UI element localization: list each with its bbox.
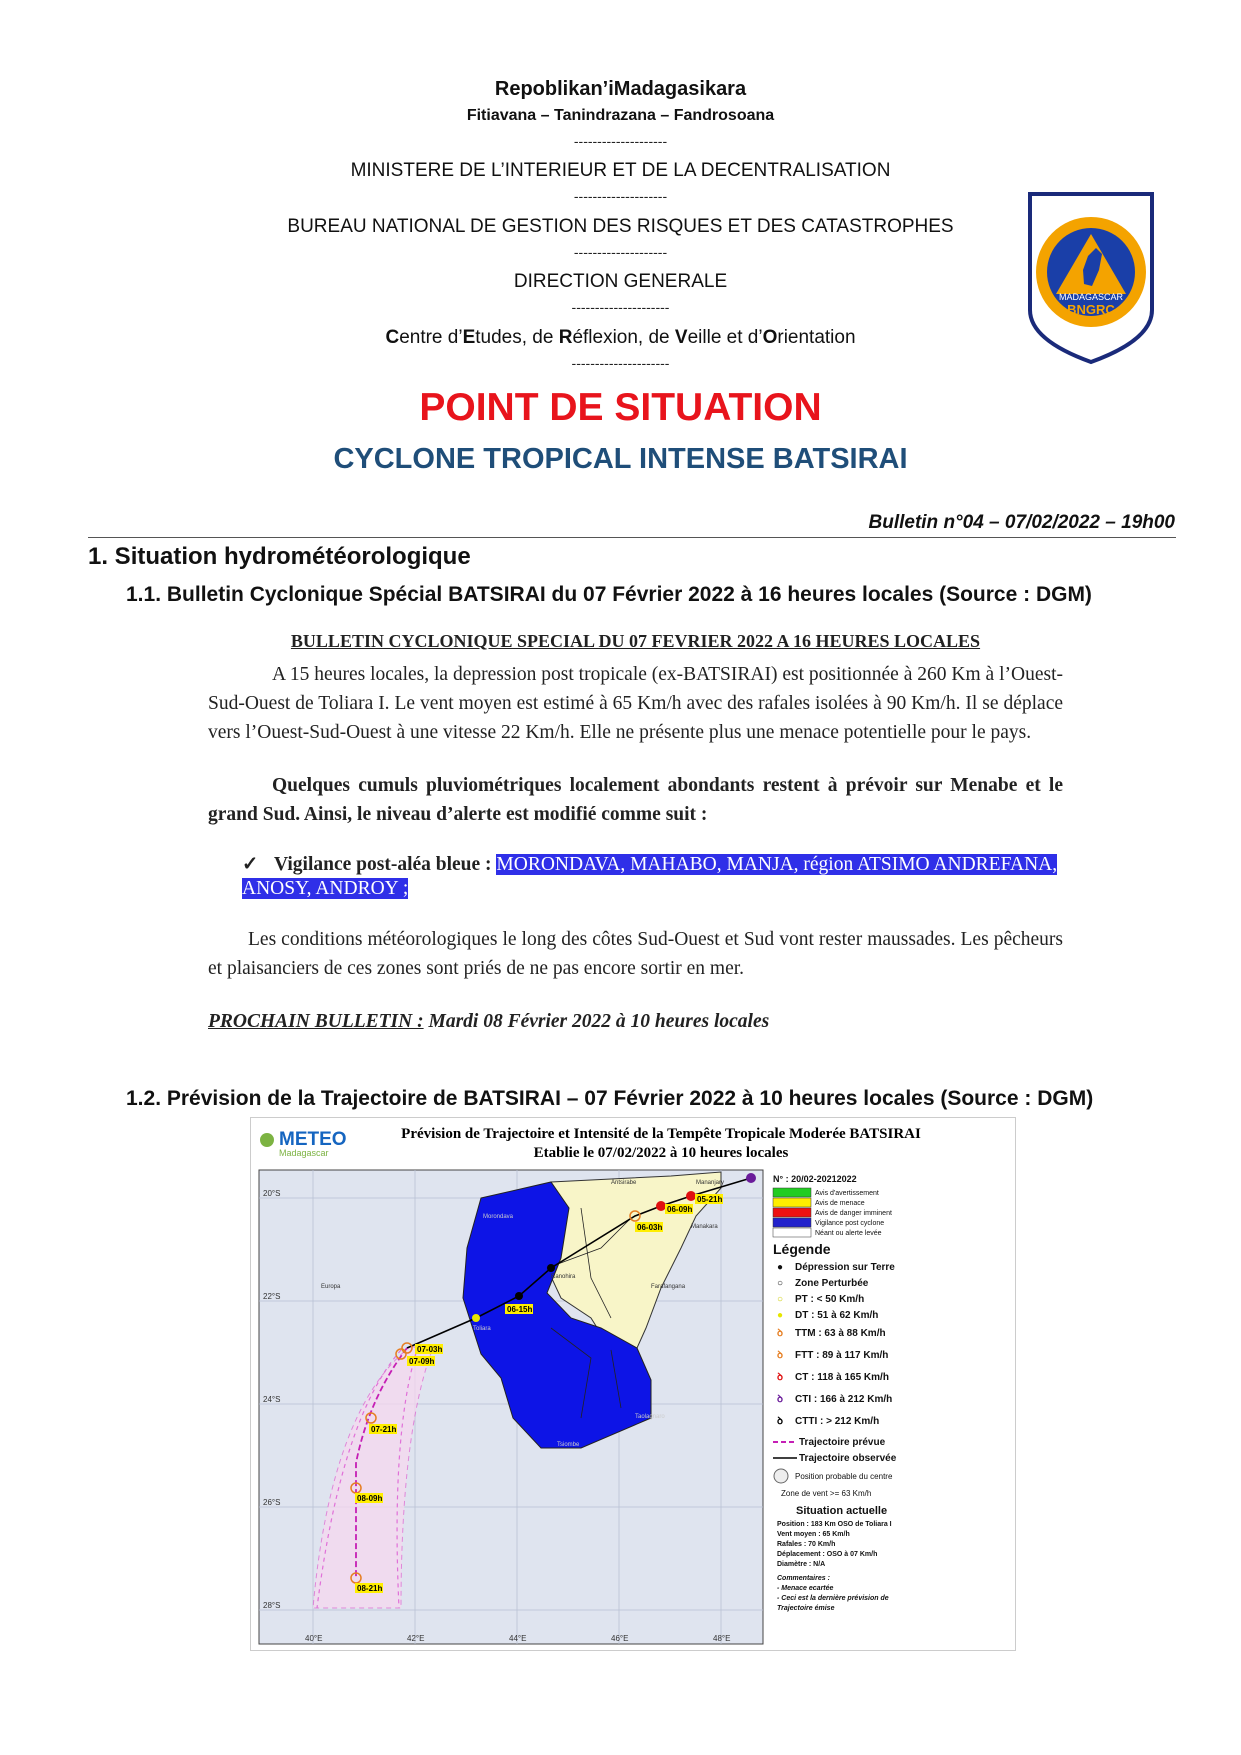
direction-name: DIRECTION GENERALE [513,271,728,292]
country-name: Repoblikan’iMadagasikara [494,78,747,100]
lon-label: 40°E [305,1634,323,1643]
lon-label: 44°E [509,1634,527,1643]
national-motto: Fitiavana – Tanindrazana – Fandrosoana [466,107,775,124]
svg-text:ꝺ: ꝺ [777,1394,783,1405]
logo-top-text: MADAGASCAR [1058,292,1124,302]
meteo-logo [257,1124,347,1160]
svg-text:ꝺ: ꝺ [777,1350,783,1361]
point-label: 07-03h [417,1345,443,1354]
check-icon: ✓ [242,854,259,875]
svg-text:ꝺ: ꝺ [777,1416,783,1427]
place-label: Ranohira [551,1274,576,1280]
lat-label: 22°S [263,1292,281,1301]
lon-label: 42°E [407,1634,425,1643]
lon-label: 46°E [611,1634,629,1643]
point-label: 06-09h [667,1205,693,1214]
svg-text:Trajectoire prévue: Trajectoire prévue [799,1437,886,1448]
lat-label: 26°S [263,1498,281,1507]
point-label: 08-21h [357,1584,383,1593]
svg-text:Trajectoire observée: Trajectoire observée [799,1453,897,1464]
vigilance-zones: MORONDAVA, MAHABO, MANJA, région ATSIMO ANDREFANA, ANOSY, ANDROY ; [242,854,1058,899]
place-label: Europa [321,1284,341,1290]
svg-text:FTT : 89 à 117 Km/h: FTT : 89 à 117 Km/h [795,1350,889,1361]
point-label: 06-03h [637,1223,663,1232]
svg-text:CTTI : > 212 Km/h: CTTI : > 212 Km/h [795,1416,880,1427]
point-label: 05-21h [697,1195,723,1204]
svg-text:- Ceci est la dernière prévisi: - Ceci est la dernière prévision de [777,1595,889,1602]
map-subtitle: Etablie le 07/02/2022 à 10 heures locales [533,1145,789,1161]
svg-text:Madagascar: Madagascar [279,1148,329,1158]
svg-text:METEO: METEO [279,1129,347,1150]
trajectory-map [250,1117,1016,1651]
page-subtitle: CYCLONE TROPICAL INTENSE BATSIRAI [333,443,908,475]
place-label: Tsiombe [557,1442,580,1448]
point-label: 06-15h [507,1305,533,1314]
place-label: Toliara [473,1326,491,1332]
svg-text:PT : < 50 Km/h: PT : < 50 Km/h [795,1294,865,1305]
point-label: 07-09h [409,1357,435,1366]
vigilance-line: ✓ Vigilance post-aléa bleue : MORONDAVA, MAHABO, MANJA, région ATSIMO ANDREFANA, ANOSY, ANDROY ; [242,854,1058,899]
section-heading: 1. Situation hydrométéorologique [88,543,471,570]
subsection-heading: 1.1. Bulletin Cyclonique Spécial BATSIRAI du 07 Février 2022 à 16 heures locales (Source : DGM) [126,583,1092,606]
separator: --------------------- [571,299,670,315]
divider [88,537,1176,538]
svg-text:Position : 183 Km OSO de Tolia: Position : 183 Km OSO de Toliara I [777,1521,892,1528]
svg-text:Zone Perturbée: Zone Perturbée [795,1278,869,1289]
svg-text:Trajectoire émise: Trajectoire émise [777,1605,835,1612]
lon-label: 48°E [713,1634,731,1643]
logo-bottom-text: BNGRC [1067,302,1115,317]
next-bulletin: PROCHAIN BULLETIN : Mardi 08 Février 2022 à 10 heures locales [208,1011,770,1032]
separator: -------------------- [573,244,668,260]
svg-text:Avis de menace: Avis de menace [815,1200,865,1207]
svg-text:Déplacement : OSO à 07 Km/h: Déplacement : OSO à 07 Km/h [777,1551,878,1558]
lat-label: 20°S [263,1189,281,1198]
svg-text:Néant ou alerte levée: Néant ou alerte levée [815,1230,882,1237]
place-label: Morondava [483,1214,514,1220]
svg-text:Vent moyen : 65 Km/h: Vent moyen : 65 Km/h [777,1531,850,1538]
separator: -------------------- [573,133,668,149]
svg-text:○: ○ [777,1278,784,1289]
svg-text:- Menace ecartée: - Menace ecartée [777,1585,834,1592]
svg-text:TTM : 63 à 88 Km/h: TTM : 63 à 88 Km/h [795,1328,886,1339]
bulletin-paragraph: Quelques cumuls pluviométriques localement abondants restent à prévoir sur Menabe et le grand Sud. Ainsi, le niveau d’alerte est modifié comme suit : [208,775,1063,825]
current-situation-title: Situation actuelle [796,1505,888,1517]
bngrc-logo [1026,190,1156,365]
svg-text:Vigilance post cyclone: Vigilance post cyclone [815,1220,885,1227]
place-label: Taolagnaro [635,1414,665,1420]
svg-text:○: ○ [777,1294,784,1305]
bureau-name: BUREAU NATIONAL DE GESTION DES RISQUES ET DES CATASTROPHES [287,216,954,237]
subsection-heading: 1.2. Prévision de la Trajectoire de BATSIRAI – 07 Février 2022 à 10 heures locales (Source : DGM) [126,1087,1094,1110]
bulletin-number: Bulletin n°04 – 07/02/2022 – 19h00 [868,512,1175,533]
place-label: Mananjary [696,1180,725,1186]
bulletin-title: BULLETIN CYCLONIQUE SPECIAL DU 07 FEVRIER 2022 A 16 HEURES LOCALES [290,631,981,651]
centre-name: Centre d’Etudes, de Réflexion, de Veille et d’Orientation [385,327,856,348]
place-label: Farafangana [651,1284,686,1290]
separator: -------------------- [573,188,668,204]
page-title: POINT DE SITUATION [419,386,822,429]
map-number: N° : 20/02-20212022 [773,1174,857,1184]
svg-text:CTI : 166 à 212 Km/h: CTI : 166 à 212 Km/h [795,1394,893,1405]
legend-title: Légende [773,1241,831,1257]
svg-text:Diamètre : N/A: Diamètre : N/A [777,1561,826,1568]
place-label: Antsirabe [611,1180,637,1186]
svg-text:Position probable du centre: Position probable du centre [795,1472,893,1481]
cyclone-bulletin [208,630,1063,1036]
svg-text:●: ● [777,1262,784,1273]
point-label: 08-09h [357,1494,383,1503]
svg-text:●: ● [777,1310,784,1321]
svg-text:DT : 51 à 62 Km/h: DT : 51 à 62 Km/h [795,1310,879,1321]
svg-text:Zone de vent >= 63 Km/h: Zone de vent >= 63 Km/h [781,1489,872,1498]
lat-label: 24°S [263,1395,281,1404]
bulletin-paragraph: A 15 heures locales, la depression post tropicale (ex-BATSIRAI) est positionnée à 260 Km à l’Ouest- Sud-Ouest de Toliara I. Le vent moyen est estimé à 65 Km/h avec des rafales isolées à 90 Km/h. Il se déplace vers l’Ouest-Sud-Ouest à une vitesse 22 Km/h. Elle ne présente plus une menace potentielle pour le pays. [208,664,1063,743]
svg-text:ꝺ: ꝺ [777,1372,783,1383]
svg-text:CT : 118 à 165 Km/h: CT : 118 à 165 Km/h [795,1372,889,1383]
lat-label: 28°S [263,1601,281,1610]
place-label: Manakara [691,1224,718,1230]
bulletin-paragraph: Les conditions météorologiques le long des côtes Sud-Ouest et Sud vont rester maussades. Les pêcheurs et plaisanciers de ces zones sont priés de ne pas encore sortir en mer. [208,929,1063,979]
map-title: Prévision de Trajectoire et Intensité de la Tempête Tropicale Moderée BATSIRAI [401,1126,921,1142]
svg-text:Dépression sur Terre: Dépression sur Terre [795,1262,895,1273]
svg-text:Avis de danger imminent: Avis de danger imminent [815,1210,892,1217]
svg-text:Commentaires :: Commentaires : [777,1575,830,1582]
svg-text:Avis d'avertissement: Avis d'avertissement [815,1190,879,1197]
ministry-name: MINISTERE DE L’INTERIEUR ET DE LA DECENTRALISATION [350,160,891,181]
point-label: 07-21h [371,1425,397,1434]
svg-text:Rafales : 70 Km/h: Rafales : 70 Km/h [777,1541,836,1548]
svg-text:ꝺ: ꝺ [777,1328,783,1339]
separator: --------------------- [571,355,670,371]
